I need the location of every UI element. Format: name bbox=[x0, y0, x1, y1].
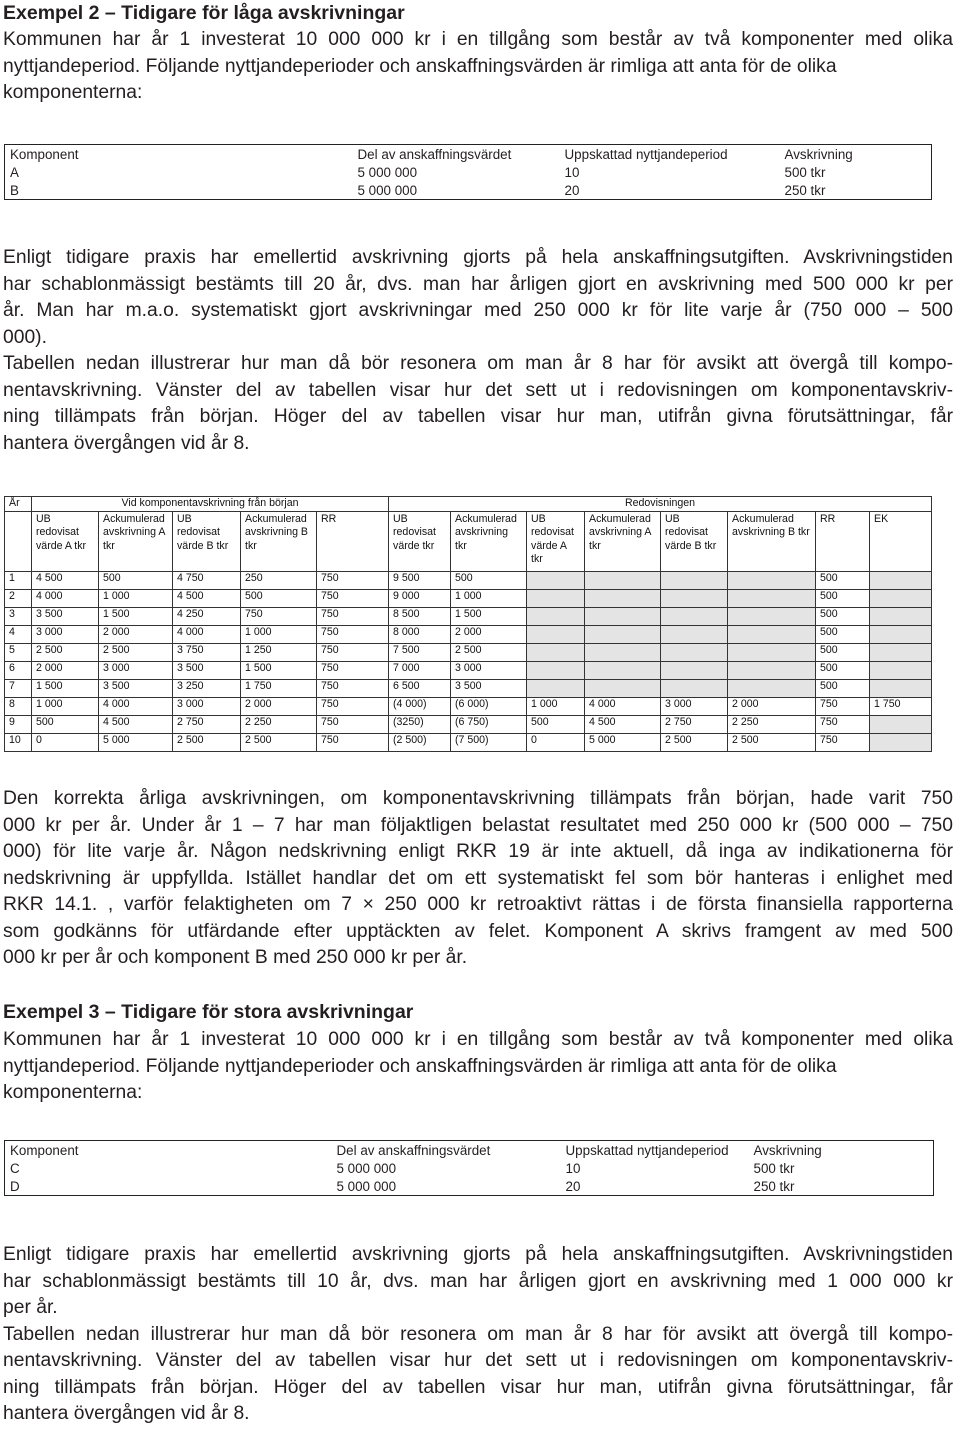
text-line: nyttjandeperiod. Följande nyttjandeperioder och anskaffningsvärden är rimliga att anta för de olika bbox=[3, 55, 837, 77]
subheader-line: avskrivning A bbox=[103, 526, 166, 539]
table-cell: 3 000 bbox=[173, 698, 241, 716]
table-cell: 1 500 bbox=[32, 680, 99, 698]
table-cell: 3 500 bbox=[173, 662, 241, 680]
table-cell: 1 500 bbox=[451, 608, 527, 626]
table-cell: 500 bbox=[816, 608, 870, 626]
table-cell: 500 bbox=[527, 716, 585, 734]
table-cell: 6 bbox=[5, 662, 32, 680]
table-cell bbox=[661, 590, 728, 608]
table-cell: 500 bbox=[816, 680, 870, 698]
table-row bbox=[5, 608, 932, 626]
text-line: 000 kr per år och komponent B med 250 000 kr per år. bbox=[3, 947, 468, 968]
table-cell: 500 bbox=[816, 626, 870, 644]
table-header: Komponent bbox=[10, 1142, 79, 1158]
table-cell: 1 000 bbox=[241, 626, 317, 644]
example3-paragraph-1 bbox=[3, 1242, 953, 1428]
table-cell: 1 000 bbox=[451, 590, 527, 608]
table-cell bbox=[870, 590, 932, 608]
subheader-cell bbox=[870, 512, 932, 572]
table-cell: 750 bbox=[317, 662, 389, 680]
subheader-cell bbox=[317, 512, 389, 572]
table-cell: 3 000 bbox=[99, 662, 173, 680]
subheader-cell bbox=[661, 512, 728, 572]
text-line: 000) för lite varje år. Någon nedskrivning enligt RKR 19 är inte aktuell, då inga av indikationerna för bbox=[3, 841, 953, 862]
subheader-cell bbox=[5, 512, 32, 572]
table-cell: 2 000 bbox=[728, 698, 816, 716]
table-cell bbox=[870, 572, 932, 590]
table-cell: 7 000 bbox=[389, 662, 451, 680]
table-cell: 5 000 bbox=[99, 734, 173, 752]
table-cell bbox=[728, 662, 816, 680]
table-row bbox=[5, 1177, 934, 1196]
table-cell: 3 250 bbox=[173, 680, 241, 698]
table-cell: 1 500 bbox=[99, 608, 173, 626]
table-header: Del av anskaffningsvärdet bbox=[357, 146, 512, 162]
subheader-line: tkr bbox=[589, 539, 601, 552]
table-cell: 5 bbox=[5, 644, 32, 662]
subheader-line: avskrivning bbox=[455, 526, 509, 539]
table-cell bbox=[527, 644, 585, 662]
table-cell: 1 750 bbox=[241, 680, 317, 698]
subheader-cell bbox=[816, 512, 870, 572]
table-header: Avskrivning bbox=[753, 1142, 822, 1158]
table-cell: 2 500 bbox=[451, 644, 527, 662]
table-cell bbox=[728, 590, 816, 608]
table-cell: 750 bbox=[816, 698, 870, 716]
table-header: Komponent bbox=[10, 146, 79, 162]
table-cell: 20 bbox=[565, 1178, 581, 1194]
table-row bbox=[5, 572, 932, 590]
subheader-line: UB bbox=[393, 513, 408, 525]
table-cell: 2 500 bbox=[173, 734, 241, 752]
table-cell: 4 000 bbox=[585, 698, 661, 716]
example2-intro bbox=[3, 27, 953, 107]
table-cell: 750 bbox=[317, 590, 389, 608]
text-line: Tabellen nedan illustrerar hur man då bör resonera om man år 8 har för avsikt att övergå till kompo- bbox=[3, 353, 953, 374]
table-cell: 9 500 bbox=[389, 572, 451, 590]
table-row bbox=[5, 181, 932, 200]
table-cell: 2 bbox=[5, 590, 32, 608]
text-line: 000 kr per år. Under år 1 – 7 har man följaktligen belastat resultatet med 250 000 kr (500 000 – 750 bbox=[3, 814, 953, 836]
subheader-line: Ackumulerad bbox=[245, 513, 307, 525]
table-cell bbox=[661, 680, 728, 698]
table-cell bbox=[585, 662, 661, 680]
table-cell: 4 500 bbox=[99, 716, 173, 734]
table-cell bbox=[870, 644, 932, 662]
example3-heading: Exempel 3 – Tidigare för stora avskrivningar bbox=[3, 1001, 414, 1023]
text-line: 000). bbox=[3, 326, 47, 348]
table-cell: 3 500 bbox=[99, 680, 173, 698]
table-cell bbox=[728, 680, 816, 698]
table-row bbox=[5, 698, 932, 716]
table-cell bbox=[585, 626, 661, 644]
table-cell: 9 000 bbox=[389, 590, 451, 608]
subheader-cell bbox=[173, 512, 241, 572]
table-cell: 2 500 bbox=[32, 644, 99, 662]
group-header-right: Redovisningen bbox=[389, 497, 932, 512]
text-line: Enligt tidigare praxis har emellertid avskrivning gjorts på hela anskaffningsutgiften. Avskrivningstiden bbox=[3, 1244, 953, 1265]
table-cell: 3 000 bbox=[451, 662, 527, 680]
table-cell bbox=[728, 572, 816, 590]
table-cell: 500 tkr bbox=[784, 164, 826, 180]
table-cell: 250 bbox=[241, 572, 317, 590]
table-cell: 2 750 bbox=[173, 716, 241, 734]
table-cell: 8 bbox=[5, 698, 32, 716]
table-cell bbox=[870, 626, 932, 644]
table-cell: 1 500 bbox=[241, 662, 317, 680]
table-cell: 4 000 bbox=[32, 590, 99, 608]
subheader-cell bbox=[451, 512, 527, 572]
subheader-line: tkr bbox=[455, 539, 467, 552]
table-cell bbox=[870, 716, 932, 734]
table-cell bbox=[661, 662, 728, 680]
table-cell: 2 250 bbox=[241, 716, 317, 734]
subheader-line: EK bbox=[874, 513, 889, 525]
text-line: nentavskrivning. Vänster del av tabellen visar hur det sett ut i redovisningen om komponentavskriv- bbox=[3, 379, 953, 401]
table-cell: 4 250 bbox=[173, 608, 241, 626]
table-header: Uppskattad nyttjandeperiod bbox=[565, 1142, 729, 1158]
table-cell: 1 000 bbox=[99, 590, 173, 608]
table-cell: (7 500) bbox=[451, 734, 527, 752]
table-cell: 5 000 bbox=[585, 734, 661, 752]
text-line: Enligt tidigare praxis har emellertid avskrivning gjorts på hela anskaffningsutgiften. Avskrivningstiden bbox=[3, 247, 953, 268]
table-cell: 1 250 bbox=[241, 644, 317, 662]
table-cell: 500 bbox=[816, 644, 870, 662]
subheader-line: UB bbox=[531, 513, 546, 525]
text-line: nedskrivning är uppfyllda. Istället handlar det om ett systematiskt fel som bör hanteras i enlighet med bbox=[3, 867, 953, 889]
subheader-line: redovisat bbox=[531, 526, 575, 539]
table-cell: 750 bbox=[816, 734, 870, 752]
table-cell: (6 750) bbox=[451, 716, 527, 734]
table-cell: 4 500 bbox=[585, 716, 661, 734]
text-line: nentavskrivning. Vänster del av tabellen visar hur det sett ut i redovisningen om komponentavskriv- bbox=[3, 1350, 953, 1371]
subheader-line: UB bbox=[177, 513, 192, 525]
table-cell: 7 500 bbox=[389, 644, 451, 662]
subheader-line: RR bbox=[321, 513, 337, 525]
table-cell: 750 bbox=[317, 698, 389, 716]
table-cell: 750 bbox=[816, 716, 870, 734]
subheader-line: tkr bbox=[531, 553, 543, 566]
table-cell bbox=[728, 626, 816, 644]
text-line: Kommunen har år 1 investerat 10 000 000 kr i en tillgång som består av två komponenter med olika bbox=[3, 29, 953, 50]
table-cell: 20 bbox=[564, 182, 580, 198]
table-cell bbox=[728, 608, 816, 626]
table-cell: 0 bbox=[32, 734, 99, 752]
table-cell: 250 tkr bbox=[784, 182, 826, 198]
table-row bbox=[5, 662, 932, 680]
table-row bbox=[5, 590, 932, 608]
table-cell: 6 500 bbox=[389, 680, 451, 698]
table-cell bbox=[661, 572, 728, 590]
subheader-cell bbox=[527, 512, 585, 572]
table-row bbox=[5, 716, 932, 734]
subheader-cell bbox=[241, 512, 317, 572]
table-cell: 3 000 bbox=[661, 698, 728, 716]
table-cell: 2 500 bbox=[99, 644, 173, 662]
table-cell: 1 750 bbox=[870, 698, 932, 716]
example2-paragraph-2 bbox=[3, 786, 953, 972]
table-cell bbox=[661, 644, 728, 662]
table-cell bbox=[870, 608, 932, 626]
subheader-line: värde A tkr bbox=[36, 539, 87, 552]
example2-paragraph-1 bbox=[3, 245, 953, 457]
table-cell: 2 000 bbox=[241, 698, 317, 716]
subheader-cell bbox=[389, 512, 451, 572]
table-cell: 500 bbox=[241, 590, 317, 608]
table-cell: (2 500) bbox=[389, 734, 451, 752]
subheader-line: UB bbox=[36, 513, 51, 525]
subheader-line: värde A bbox=[531, 539, 567, 552]
text-line: ning tillämpats från början. Höger del av tabellen visar hur man, utifrån givna förutsättningar, får bbox=[3, 1376, 953, 1398]
table-cell: 4 bbox=[5, 626, 32, 644]
subheader-cell bbox=[99, 512, 173, 572]
table-cell: 0 bbox=[527, 734, 585, 752]
table-cell: 500 bbox=[99, 572, 173, 590]
table-cell: 5 000 000 bbox=[357, 164, 418, 180]
table-cell bbox=[527, 572, 585, 590]
subheader-line: värde tkr bbox=[393, 539, 435, 552]
table-cell: 5 000 000 bbox=[336, 1178, 397, 1194]
subheader-line: UB bbox=[665, 513, 680, 525]
table-cell: 1 000 bbox=[527, 698, 585, 716]
subheader-line: värde B tkr bbox=[177, 539, 229, 552]
table-cell bbox=[527, 680, 585, 698]
table-cell bbox=[870, 734, 932, 752]
text-line: hantera övergången vid år 8. bbox=[3, 432, 250, 454]
text-line: Kommunen har år 1 investerat 10 000 000 kr i en tillgång som består av två komponenter med olika bbox=[3, 1029, 953, 1050]
table-cell: 2 000 bbox=[99, 626, 173, 644]
table-cell bbox=[870, 680, 932, 698]
subheader-line: redovisat bbox=[393, 526, 437, 539]
table-cell: 9 bbox=[5, 716, 32, 734]
table-cell bbox=[585, 644, 661, 662]
table-cell: 2 500 bbox=[728, 734, 816, 752]
group-header-left: Vid komponentavskrivning från början bbox=[32, 497, 389, 512]
text-line: komponenterna: bbox=[3, 1082, 143, 1103]
example3-intro bbox=[3, 1027, 953, 1107]
table-cell: 750 bbox=[317, 680, 389, 698]
table-cell: 500 bbox=[451, 572, 527, 590]
table-row bbox=[5, 680, 932, 698]
table-cell bbox=[661, 608, 728, 626]
table-cell bbox=[585, 590, 661, 608]
text-line: har schablonmässigt bestämts till 20 år, dvs. man har årligen gjort en avskrivning med 500 000 kr per bbox=[3, 273, 953, 295]
table-cell: 750 bbox=[317, 572, 389, 590]
subheader-line: RR bbox=[820, 513, 836, 525]
table-cell: 10 bbox=[5, 734, 32, 752]
subheader-line: redovisat bbox=[177, 526, 220, 539]
table-row bbox=[5, 1159, 934, 1177]
table-cell: 2 500 bbox=[241, 734, 317, 752]
table-cell: 7 bbox=[5, 680, 32, 698]
subheader-line: tkr bbox=[103, 539, 115, 552]
table-cell: 2 000 bbox=[451, 626, 527, 644]
table-cell: 4 500 bbox=[32, 572, 99, 590]
table-cell: 2 500 bbox=[661, 734, 728, 752]
table-cell: 4 000 bbox=[99, 698, 173, 716]
table-cell: 750 bbox=[317, 716, 389, 734]
table-cell: 4 500 bbox=[173, 590, 241, 608]
table-cell: 3 750 bbox=[173, 644, 241, 662]
subheader-line: tkr bbox=[245, 539, 257, 552]
text-line: Den korrekta årliga avskrivningen, om komponentavskrivning tillämpats från början, hade varit 750 bbox=[3, 788, 953, 809]
example2-heading: Exempel 2 – Tidigare för låga avskrivningar bbox=[3, 2, 405, 24]
year-header: År bbox=[5, 497, 32, 512]
subheader-cell bbox=[585, 512, 661, 572]
table-cell: 750 bbox=[241, 608, 317, 626]
table-cell: 3 500 bbox=[32, 608, 99, 626]
table-cell: 750 bbox=[317, 734, 389, 752]
table-cell: 750 bbox=[317, 644, 389, 662]
table-cell: 10 bbox=[564, 164, 580, 180]
subheader-line: redovisat bbox=[665, 526, 709, 539]
subheader-line: avskrivning A bbox=[589, 526, 652, 539]
table-cell bbox=[585, 680, 661, 698]
table-cell: 3 bbox=[5, 608, 32, 626]
table-row bbox=[5, 163, 932, 181]
table-cell: 2 750 bbox=[661, 716, 728, 734]
table-cell: 500 tkr bbox=[753, 1160, 795, 1176]
text-line: hantera övergången vid år 8. bbox=[3, 1403, 250, 1424]
table-row bbox=[5, 734, 932, 752]
table-cell bbox=[585, 572, 661, 590]
table-cell: 3 000 bbox=[32, 626, 99, 644]
table-cell: 3 500 bbox=[451, 680, 527, 698]
text-line: som godkänns för utfärdande efter upptäckten av felet. Komponent A skrivs framgent av med 500 bbox=[3, 920, 953, 942]
text-line: ning tillämpats från början. Höger del av tabellen visar hur man, utifrån givna förutsättningar, får bbox=[3, 406, 953, 427]
table-cell: 750 bbox=[317, 626, 389, 644]
subheader-line: avskrivning B tkr bbox=[732, 526, 810, 539]
component-table-ab bbox=[4, 144, 932, 200]
table-cell bbox=[527, 590, 585, 608]
table-cell bbox=[661, 626, 728, 644]
table-row bbox=[5, 644, 932, 662]
text-line: RKR 14.1. , varför felaktigheten om 7 × 250 000 kr retroaktivt rättas i de första finansiella rapporterna bbox=[3, 894, 953, 915]
table-cell: 1 000 bbox=[32, 698, 99, 716]
subheader-line: Ackumulerad bbox=[103, 513, 165, 525]
table-cell: 5 000 000 bbox=[357, 182, 418, 198]
table-cell: A bbox=[10, 164, 19, 180]
table-cell: B bbox=[10, 182, 19, 198]
table-cell bbox=[527, 662, 585, 680]
subheader-line: redovisat bbox=[36, 526, 79, 539]
table-cell: 500 bbox=[816, 662, 870, 680]
table-cell bbox=[585, 608, 661, 626]
table-cell: 8 000 bbox=[389, 626, 451, 644]
subheader-line: Ackumulerad bbox=[589, 513, 651, 525]
table-cell: 500 bbox=[816, 590, 870, 608]
table-cell: 750 bbox=[317, 608, 389, 626]
text-line: nyttjandeperiod. Följande nyttjandeperioder och anskaffningsvärden är rimliga att anta för de olika bbox=[3, 1055, 837, 1077]
table-cell bbox=[728, 644, 816, 662]
table-cell: 5 000 000 bbox=[336, 1160, 397, 1176]
text-line: komponenterna: bbox=[3, 82, 143, 103]
table-cell bbox=[527, 608, 585, 626]
text-line: Tabellen nedan illustrerar hur man då bör resonera om man år 8 har för avsikt att övergå till kompo- bbox=[3, 1323, 953, 1345]
table-cell: 500 bbox=[32, 716, 99, 734]
table-cell bbox=[870, 662, 932, 680]
text-line: år. Man har m.a.o. systematiskt gjort avskrivningar med 250 000 kr för lite varje år (750 000 – 500 bbox=[3, 300, 953, 321]
table-cell: 8 500 bbox=[389, 608, 451, 626]
table-cell: 1 bbox=[5, 572, 32, 590]
subheader-cell bbox=[32, 512, 99, 572]
table-cell: 2 250 bbox=[728, 716, 816, 734]
subheader-cell bbox=[728, 512, 816, 572]
table-cell: 10 bbox=[565, 1160, 581, 1176]
table-cell: C bbox=[10, 1160, 20, 1176]
text-line: har schablonmässigt bestämts till 10 år, dvs. man har årligen gjort en avskrivning med 1 000 000 kr bbox=[3, 1270, 953, 1292]
table-header: Del av anskaffningsvärdet bbox=[336, 1142, 491, 1158]
table-cell: 4 000 bbox=[173, 626, 241, 644]
table-cell: 250 tkr bbox=[753, 1178, 795, 1194]
table-cell: 2 000 bbox=[32, 662, 99, 680]
table-cell: (4 000) bbox=[389, 698, 451, 716]
table-row bbox=[5, 626, 932, 644]
subheader-line: Ackumulerad bbox=[455, 513, 517, 525]
table-cell bbox=[527, 626, 585, 644]
depreciation-table bbox=[4, 496, 932, 752]
component-table-cd bbox=[4, 1140, 934, 1196]
subheader-line: värde B tkr bbox=[665, 539, 717, 552]
subheader-line: avskrivning B bbox=[245, 526, 308, 539]
table-cell: (3250) bbox=[389, 716, 451, 734]
table-cell: (6 000) bbox=[451, 698, 527, 716]
subheader-line: Ackumulerad bbox=[732, 513, 794, 525]
table-cell: 500 bbox=[816, 572, 870, 590]
text-line: per år. bbox=[3, 1297, 58, 1318]
table-cell: 4 750 bbox=[173, 572, 241, 590]
table-header: Uppskattad nyttjandeperiod bbox=[564, 146, 728, 162]
table-header: Avskrivning bbox=[784, 146, 853, 162]
table-cell: D bbox=[10, 1178, 20, 1194]
